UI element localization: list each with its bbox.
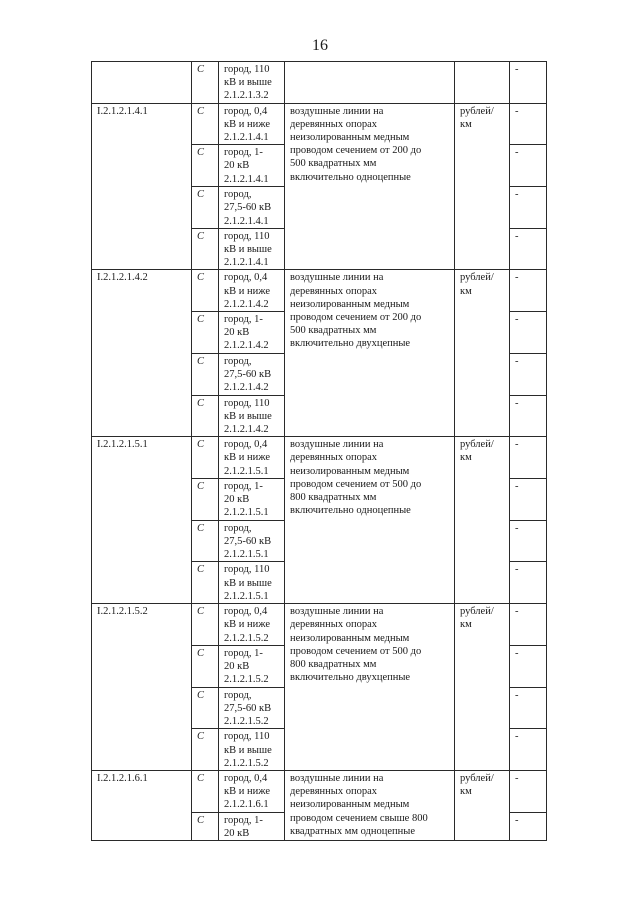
value-cell: - (510, 437, 547, 479)
unit-cell (455, 770, 510, 840)
zone-line: город, 1- (224, 480, 263, 492)
table-row (92, 437, 547, 479)
code-cell: I.2.1.2.1.6.1 (92, 770, 192, 840)
description-line: воздушные линии на (290, 439, 384, 451)
zone-line: кВ и ниже (224, 285, 270, 297)
unit-cell (455, 62, 510, 104)
table-row (92, 770, 547, 812)
zone-line: город, 110 (224, 731, 270, 743)
description-line: деревянных опорах (290, 285, 378, 297)
description-line: деревянных опорах (290, 786, 378, 798)
zone-cell (219, 312, 285, 354)
unit-line: км (460, 786, 472, 798)
value-cell: - (510, 103, 547, 145)
table-body (92, 62, 547, 841)
description-line: 800 квадратных мм (290, 658, 377, 670)
zone-line: 2.1.2.1.4.1 (224, 215, 269, 227)
letter-cell: С (192, 228, 219, 270)
zone-cell (219, 520, 285, 562)
value-cell: - (510, 145, 547, 187)
description-line: квадратных мм одноцепные (290, 825, 416, 837)
unit-line: км (460, 452, 472, 464)
description-line: проводом сечением от 500 до (290, 645, 422, 657)
zone-line: город, (224, 689, 252, 701)
description-line: включительно двухцепные (290, 672, 411, 684)
description-cell (285, 604, 455, 771)
zone-cell (219, 478, 285, 520)
letter-cell: С (192, 687, 219, 729)
zone-line: 20 кВ (224, 660, 250, 672)
zone-line: город, 0,4 (224, 272, 268, 284)
description-line: проводом сечением от 200 до (290, 312, 422, 324)
letter-cell: С (192, 270, 219, 312)
zone-cell (219, 228, 285, 270)
zone-line: 27,5-60 кВ (224, 702, 272, 714)
code-cell (92, 62, 192, 104)
description-line: включительно одноцепные (290, 505, 411, 517)
code-cell: I.2.1.2.1.5.2 (92, 604, 192, 771)
zone-cell (219, 770, 285, 812)
zone-line: кВ и ниже (224, 118, 270, 130)
description-line: воздушные линии на (290, 105, 384, 117)
zone-line: кВ и ниже (224, 452, 270, 464)
letter-cell: С (192, 354, 219, 396)
description-line: воздушные линии на (290, 272, 384, 284)
value-cell: - (510, 770, 547, 812)
zone-line: 27,5-60 кВ (224, 202, 272, 214)
value-cell: - (510, 520, 547, 562)
value-cell: - (510, 604, 547, 646)
description-line: воздушные линии на (290, 772, 384, 784)
unit-line: рублей/ (460, 105, 494, 117)
zone-cell (219, 187, 285, 229)
zone-cell (219, 437, 285, 479)
value-cell: - (510, 228, 547, 270)
description-line: проводом сечением от 500 до (290, 478, 422, 490)
description-line: 800 квадратных мм (290, 492, 377, 504)
zone-line: город, 0,4 (224, 606, 268, 618)
tariff-table (91, 61, 547, 841)
description-cell (285, 270, 455, 437)
unit-cell (455, 270, 510, 437)
letter-cell: С (192, 812, 219, 840)
zone-line: кВ и ниже (224, 786, 270, 798)
letter-cell: С (192, 520, 219, 562)
description-cell (285, 437, 455, 604)
zone-cell (219, 270, 285, 312)
description-line: деревянных опорах (290, 118, 378, 130)
letter-cell: С (192, 62, 219, 104)
value-cell: - (510, 62, 547, 104)
value-cell: - (510, 187, 547, 229)
zone-line: кВ и выше (224, 244, 272, 256)
zone-cell (219, 687, 285, 729)
page-number: 16 (312, 37, 328, 54)
zone-line: 2.1.2.1.5.1 (224, 549, 269, 561)
zone-line: 2.1.2.1.5.2 (224, 674, 269, 686)
unit-line: рублей/ (460, 272, 494, 284)
value-cell: - (510, 562, 547, 604)
zone-line: город, 0,4 (224, 105, 268, 117)
zone-line: город, (224, 356, 252, 368)
zone-line: город, 110 (224, 64, 270, 75)
zone-line: 2.1.2.1.5.1 (224, 465, 269, 477)
zone-line: 2.1.2.1.5.2 (224, 757, 269, 769)
letter-cell: С (192, 770, 219, 812)
zone-cell (219, 395, 285, 437)
zone-line: кВ и выше (224, 410, 272, 422)
table-row (92, 62, 547, 104)
code-cell: I.2.1.2.1.4.2 (92, 270, 192, 437)
zone-line: 2.1.2.1.5.2 (224, 632, 269, 644)
letter-cell: С (192, 645, 219, 687)
description-line: деревянных опорах (290, 452, 378, 464)
unit-line: рублей/ (460, 439, 494, 451)
zone-cell (219, 645, 285, 687)
zone-cell (219, 562, 285, 604)
letter-cell: С (192, 562, 219, 604)
zone-line: 2.1.2.1.4.2 (224, 340, 269, 352)
letter-cell: С (192, 187, 219, 229)
letter-cell: С (192, 437, 219, 479)
letter-cell: С (192, 145, 219, 187)
description-line: 500 квадратных мм (290, 325, 377, 337)
zone-cell (219, 604, 285, 646)
value-cell: - (510, 729, 547, 771)
zone-line: 2.1.2.1.5.2 (224, 716, 269, 728)
zone-line: 2.1.2.1.4.1 (224, 257, 269, 269)
letter-cell: С (192, 478, 219, 520)
unit-cell (455, 103, 510, 270)
zone-line: 2.1.2.1.4.2 (224, 298, 269, 310)
description-line: 500 квадратных мм (290, 158, 377, 170)
zone-line: 20 кВ (224, 827, 250, 839)
description-line: включительно двухцепные (290, 338, 411, 350)
unit-line: рублей/ (460, 772, 494, 784)
value-cell: - (510, 312, 547, 354)
zone-line: город, (224, 189, 252, 201)
letter-cell: С (192, 395, 219, 437)
value-cell: - (510, 270, 547, 312)
unit-line: км (460, 118, 472, 130)
zone-line: город, 110 (224, 564, 270, 576)
description-line: воздушные линии на (290, 606, 384, 618)
zone-line: город, 110 (224, 230, 270, 242)
value-cell: - (510, 395, 547, 437)
zone-cell (219, 62, 285, 104)
zone-line: 27,5-60 кВ (224, 369, 272, 381)
letter-cell: С (192, 729, 219, 771)
code-cell: I.2.1.2.1.4.1 (92, 103, 192, 270)
description-line: неизолированным медным (290, 465, 410, 477)
zone-line: 2.1.2.1.6.1 (224, 799, 269, 811)
zone-line: город, 1- (224, 647, 263, 659)
zone-line: город, 110 (224, 397, 270, 409)
zone-line: 2.1.2.1.4.2 (224, 382, 269, 394)
description-cell (285, 62, 455, 104)
zone-line: 20 кВ (224, 327, 250, 339)
zone-line: 2.1.2.1.5.1 (224, 507, 269, 519)
description-line: деревянных опорах (290, 619, 378, 631)
zone-line: кВ и ниже (224, 619, 270, 631)
zone-line: кВ и выше (224, 744, 272, 756)
zone-cell (219, 145, 285, 187)
unit-cell (455, 437, 510, 604)
unit-line: км (460, 285, 472, 297)
zone-cell (219, 729, 285, 771)
value-cell: - (510, 812, 547, 840)
zone-line: город, 1- (224, 147, 263, 159)
zone-cell (219, 103, 285, 145)
letter-cell: С (192, 312, 219, 354)
zone-line: кВ и выше (224, 577, 272, 589)
description-line: неизолированным медным (290, 298, 410, 310)
zone-line: 20 кВ (224, 160, 250, 172)
zone-line: город, 0,4 (224, 772, 268, 784)
description-cell (285, 103, 455, 270)
zone-line: 20 кВ (224, 494, 250, 506)
unit-line: км (460, 619, 472, 631)
zone-line: 2.1.2.1.4.1 (224, 132, 269, 144)
zone-cell (219, 812, 285, 840)
description-line: неизолированным медным (290, 632, 410, 644)
description-cell (285, 770, 455, 840)
zone-line: 2.1.2.1.4.2 (224, 424, 269, 436)
zone-line: 27,5-60 кВ (224, 536, 272, 548)
zone-line: 2.1.2.1.3.2 (224, 90, 269, 102)
description-line: неизолированным медным (290, 799, 410, 811)
letter-cell: С (192, 103, 219, 145)
description-line: включительно одноцепные (290, 171, 411, 183)
unit-line: рублей/ (460, 606, 494, 618)
zone-line: город, 0,4 (224, 439, 268, 451)
description-line: проводом сечением свыше 800 (290, 812, 428, 824)
value-cell: - (510, 354, 547, 396)
description-line: неизолированным медным (290, 132, 410, 144)
table-row (92, 103, 547, 145)
table-row (92, 270, 547, 312)
zone-line: 2.1.2.1.4.1 (224, 173, 269, 185)
code-cell: I.2.1.2.1.5.1 (92, 437, 192, 604)
value-cell: - (510, 645, 547, 687)
zone-line: 2.1.2.1.5.1 (224, 590, 269, 602)
table-row (92, 604, 547, 646)
value-cell: - (510, 478, 547, 520)
value-cell: - (510, 687, 547, 729)
zone-line: город, 1- (224, 814, 263, 826)
zone-line: город, (224, 522, 252, 534)
description-line: проводом сечением от 200 до (290, 145, 422, 157)
zone-line: город, 1- (224, 314, 263, 326)
unit-cell (455, 604, 510, 771)
letter-cell: С (192, 604, 219, 646)
zone-cell (219, 354, 285, 396)
zone-line: кВ и выше (224, 77, 272, 89)
